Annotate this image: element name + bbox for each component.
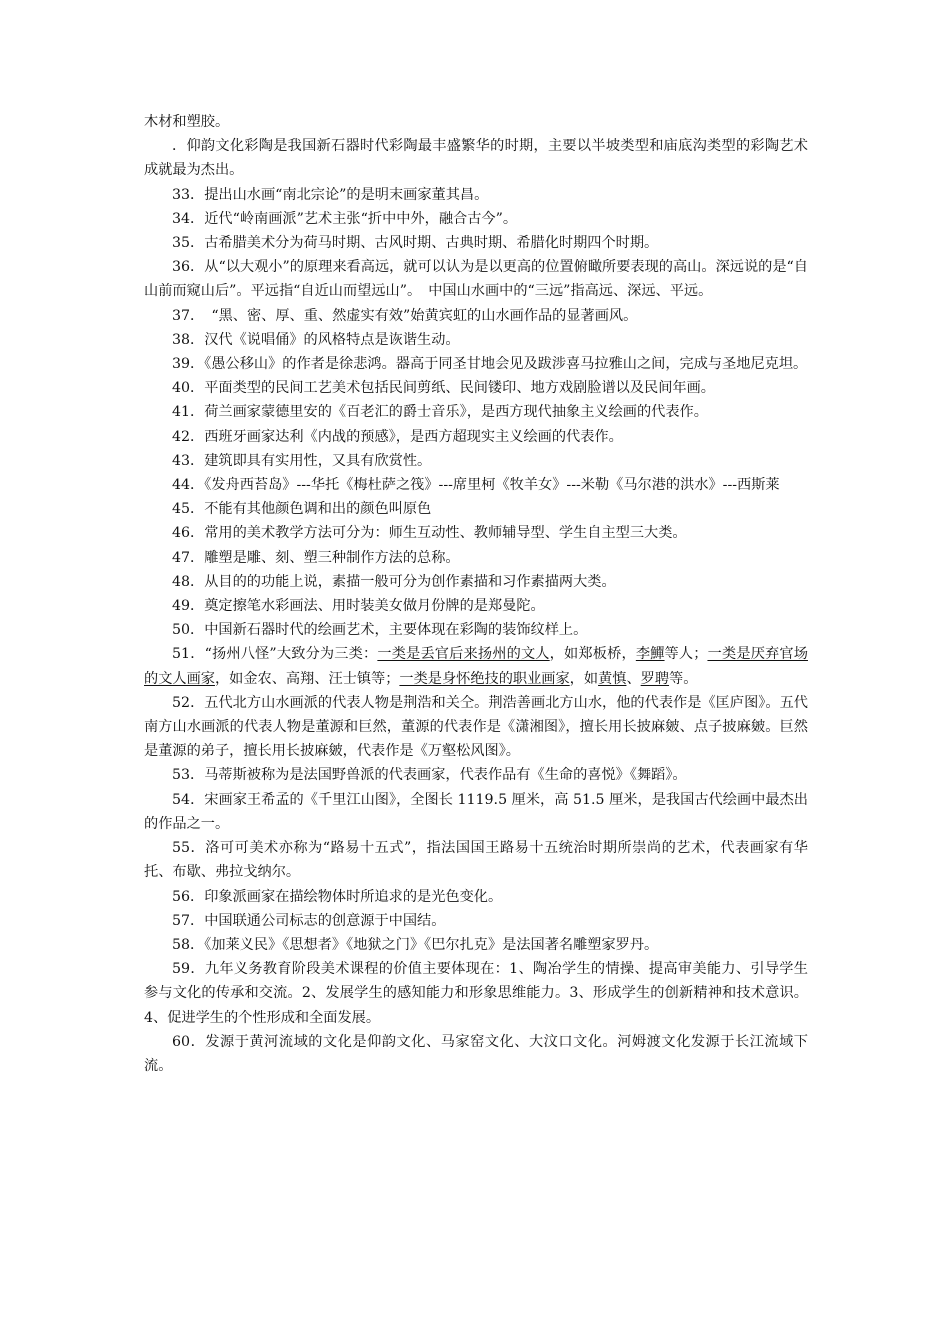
paragraph-50: 50．中国新石器时代的绘画艺术，主要体现在彩陶的装饰纹样上。 (172, 622, 588, 639)
p51-text: 等人； (664, 646, 708, 663)
paragraph-58: 58．《加莱义民》《思想者》《地狱之门》《巴尔扎克》是法国著名雕塑家罗丹。 (172, 936, 659, 953)
paragraph-42: 42．西班牙画家达利《内战的预感》，是西方超现实主义绘画的代表作。 (172, 428, 623, 445)
paragraph-45: 45．不能有其他颜色调和出的颜色叫原色 (172, 501, 432, 518)
p51-text: 、 (626, 670, 641, 687)
paragraph-57: 57．中国联通公司标志的创意源于中国结。 (172, 912, 446, 929)
paragraph-53: 53．马蒂斯被称为是法国野兽派的代表画家，代表作品有《生命的喜悦》《舞蹈》。 (172, 767, 687, 784)
p51-underlined-text: 一类是身怀绝技的职业画家 (399, 670, 570, 687)
paragraph-40: 40．平面类型的民间工艺美术包括民间剪纸、民间镂印、地方戏剧脸谱以及民间年画。 (172, 380, 715, 397)
paragraph-38: 38．汉代《说唱俑》的风格特点是诙谐生动。 (172, 331, 460, 348)
paragraph-47: 47．雕塑是雕、刻、塑三种制作方法的总称。 (172, 549, 460, 566)
paragraph-54: 54．宋画家王希孟的《千里江山图》，全图长 1119.5 厘米，高 51.5 厘米，是我国古代绘画中最杰出的作品之一。 (144, 791, 808, 832)
paragraph-43: 43．建筑即具有实用性，又具有欣赏性。 (172, 452, 432, 469)
paragraph-59: 59．九年义务教育阶段美术课程的价值主要体现在：1、陶冶学生的情操、提高审美能力、引导学生参与文化的传承和交流。2、发展学生的感知能力和形象思维能力。3、形成学生的创新精神和技术意识。4、促进学生的个性形成和全面发展。 (144, 961, 808, 1026)
paragraph-36: 36．从“以大观小”的原理来看高远，就可以认为是以更高的位置俯瞰所要表现的高山。深远说的是“自山前而窥山后”。平远指“自近山而望远山”。 中国山水画中的“三远”指高远、深远、平远。 (144, 259, 808, 300)
document-page (144, 110, 808, 1078)
p51-text: ，如郑板桥， (549, 646, 636, 663)
paragraph-continuation: 木材和塑胶。 (144, 114, 230, 130)
paragraph-35: 35．古希腊美术分为荷马时期、古风时期、古典时期、希腊化时期四个时期。 (172, 235, 659, 252)
paragraph-56: 56．印象派画家在描绘物体时所追求的是光色变化。 (172, 888, 503, 905)
paragraph-49: 49．奠定擦笔水彩画法、用时装美女做月份牌的是郑曼陀。 (172, 598, 545, 615)
paragraph-51 (144, 642, 808, 690)
paragraph-34: 34．近代“岭南画派”艺术主张“折中中外，融合古今”。 (172, 210, 518, 227)
paragraph-46: 46．常用的美术教学方法可分为：师生互动性、教师辅导型、学生自主型三大类。 (172, 525, 687, 542)
paragraph-44: 44．《发舟西苔岛》---华托《梅杜萨之筏》---席里柯《牧羊女》---米勒《马尔港的洪水》---西斯莱 (172, 477, 780, 494)
paragraph-yangshao: ．仰韵文化彩陶是我国新石器时代彩陶最丰盛繁华的时期，主要以半坡类型和庙底沟类型的彩陶艺术成就最为杰出。 (144, 138, 808, 179)
p51-underlined-text: 罗聘 (640, 670, 670, 687)
paragraph-55: 55．洛可可美术亦称为“路易十五式”，指法国国王路易十五统治时期所崇尚的艺术，代表画家有华托、布歇、弗拉戈纳尔。 (144, 840, 808, 881)
p51-underlined-text: 一类是丢官后来扬州的文人 (377, 646, 550, 663)
paragraph-52: 52．五代北方山水画派的代表人物是荆浩和关仝。荆浩善画北方山水，他的代表作是《匡庐图》。五代南方山水画派的代表人物是董源和巨然，董源的代表作是《潇湘图》，擅长用长披麻皴、点子披麻皴。巨然是董源的弟子，擅长用长披麻皴，代表作是《万壑松风图》。 (144, 694, 808, 760)
paragraph-48: 48．从目的的功能上说，素描一般可分为创作素描和习作素描两大类。 (172, 573, 616, 590)
p51-underlined-text: 李鱓 (635, 646, 665, 663)
p51-text: ，如金农、高翔、汪士镇等； (214, 670, 400, 687)
paragraph-33: 33．提出山水画“南北宗论”的是明末画家董其昌。 (172, 186, 489, 203)
p51-underlined-text: 一类是厌弃官场的文人画家 (144, 646, 808, 687)
paragraph-39: 39．《愚公移山》的作者是徐悲鸿。器高于同圣甘地会见及跋涉喜马拉雅山之间，完成与圣地尼克坦。 (172, 356, 808, 373)
paragraph-41: 41．荷兰画家蒙德里安的《百老汇的爵士音乐》，是西方现代抽象主义绘画的代表作。 (172, 404, 708, 421)
p51-text: 等。 (669, 670, 698, 687)
p51-text: 51．“扬州八怪”大致分为三类： (172, 646, 378, 663)
paragraph-60: 60．发源于黄河流域的文化是仰韵文化、马家窑文化、大汶口文化。河姆渡文化发源于长江流域下流。 (144, 1033, 808, 1074)
p51-underlined-text: 黄慎 (598, 670, 627, 687)
p51-text: ，如 (569, 670, 599, 687)
paragraph-37: 37． “黑、密、厚、重、然虚实有效”始黄宾虹的山水画作品的显著画风。 (172, 307, 638, 324)
